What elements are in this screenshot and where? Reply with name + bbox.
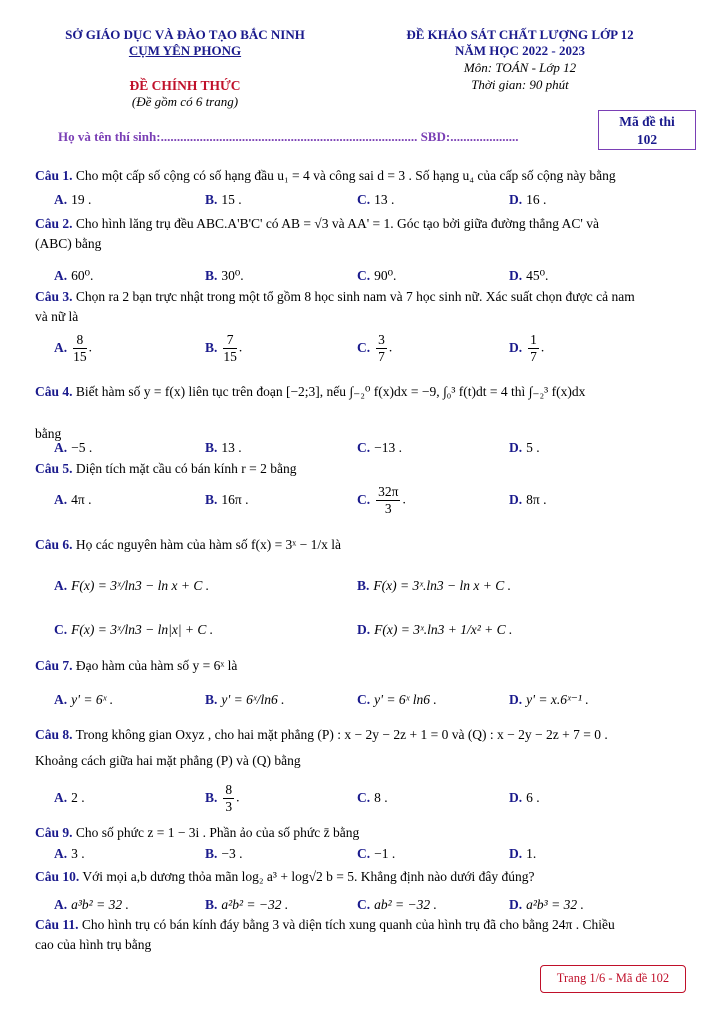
option-c[interactable]: C. −13 .: [357, 440, 402, 455]
option-c[interactable]: C. 8 .: [357, 790, 388, 805]
option-a[interactable]: A. a³b² = 32 .: [54, 897, 129, 912]
option-a[interactable]: A. 2 .: [54, 790, 85, 805]
cluster-name: CỤM YÊN PHONG: [128, 43, 242, 58]
duration: Thời gian: 90 phút: [471, 77, 569, 92]
option-d[interactable]: D. a²b³ = 32 .: [509, 897, 584, 912]
option-b[interactable]: B. F(x) = 3ˣ.ln3 − ln x + C .: [357, 578, 512, 593]
option-a[interactable]: A. 19 .: [54, 192, 92, 207]
option-a[interactable]: A. y' = 6ˣ .: [54, 692, 114, 707]
option-a[interactable]: A. 60⁰.: [54, 268, 94, 283]
option-d[interactable]: D. $\frac{1}{7}$ .: [509, 332, 545, 364]
subject: Môn: TOÁN - Lớp 12: [463, 60, 577, 75]
question-6: Câu 6. Họ các nguyên hàm của hàm số f(x) = 3ˣ − 1/x là: [35, 537, 341, 552]
exam-code-box: [598, 110, 696, 150]
question-2: Câu 2. Cho hình lăng trụ đều ABC.A'B'C' có AB = √3 và AA' = 1. Góc tạo bởi giữa đường thẳng AC' và (ABC) bằng: [35, 216, 599, 251]
option-d[interactable]: D. F(x) = 3ˣ.ln3 + 1/x² + C .: [357, 622, 513, 637]
exam-code-label: Mã đề thi: [619, 114, 675, 129]
option-d[interactable]: D. 6 .: [509, 790, 540, 805]
official-label: ĐỀ CHÍNH THỨC: [129, 78, 241, 93]
option-c[interactable]: C. $\frac{32\pi}{3}$ .: [357, 484, 406, 516]
question-8: Câu 8. Trong không gian Oxyz , cho hai mặt phẳng (P) : x − 2y − 2z + 1 = 0 và (Q) : x − 2y − 2z + 7 = 0 . Khoảng cách giữa hai mặt phẳng (P) và (Q) bằng: [35, 727, 608, 768]
option-d[interactable]: D. 8π .: [509, 492, 547, 507]
option-c[interactable]: C. $\frac{3}{7}$ .: [357, 332, 393, 364]
question-label: Câu 1.: [35, 168, 73, 183]
option-a[interactable]: A. 4π .: [54, 492, 92, 507]
option-c[interactable]: C. F(x) = 3ˣ/ln3 − ln|x| + C .: [54, 622, 214, 637]
option-a[interactable]: A. F(x) = 3ˣ/ln3 − ln x + C .: [54, 578, 210, 593]
question-text: Cho một cấp số cộng có số hạng đầu u₁ = 4 và công sai d = 3 . Số hạng u₄ của cấp số cộng này bằng: [75, 168, 616, 183]
department-name: SỞ GIÁO DỤC VÀ ĐÀO TẠO BẮC NINH: [65, 27, 305, 42]
option-b[interactable]: B. 30⁰.: [205, 268, 244, 283]
option-d[interactable]: D. 5 .: [509, 440, 540, 455]
exam-title: ĐỀ KHẢO SÁT CHẤT LƯỢNG LỚP 12: [406, 27, 634, 42]
pages-note: (Đề gồm có 6 trang): [131, 94, 239, 109]
option-c[interactable]: C. y' = 6ˣ ln6 .: [357, 692, 437, 707]
option-c[interactable]: C. ab² = −32 .: [357, 897, 437, 912]
question-3: Câu 3. Chọn ra 2 bạn trực nhật trong một tổ gồm 8 học sinh nam và 7 học sinh nữ. Xác suất chọn được cả nam và nữ là: [35, 289, 635, 324]
option-d[interactable]: D. 16 .: [509, 192, 547, 207]
option-b[interactable]: B. $\frac{7}{15}$ .: [205, 332, 243, 364]
question-10: Câu 10. Với mọi a,b dương thỏa mãn log₂ a³ + log√2 b = 5. Khẳng định nào dưới đây đúng?: [35, 869, 535, 884]
option-a[interactable]: A. $\frac{8}{15}$ .: [54, 332, 92, 364]
school-year: NĂM HỌC 2022 - 2023: [455, 43, 585, 58]
option-b[interactable]: B. a²b² = −32 .: [205, 897, 289, 912]
option-d[interactable]: D. 1.: [509, 846, 537, 861]
option-c[interactable]: C. −1 .: [357, 846, 396, 861]
option-d[interactable]: D. 45⁰.: [509, 268, 549, 283]
option-b[interactable]: B. 13 .: [205, 440, 242, 455]
option-c[interactable]: C. 13 .: [357, 192, 395, 207]
question-11: Câu 11. Cho hình trụ có bán kính đáy bằng 3 và diện tích xung quanh của hình trụ đã cho bằng 24π . Chiều cao của hình trụ bằng: [35, 917, 615, 952]
question-5: Câu 5. Diện tích mặt cầu có bán kính r = 2 bằng: [35, 461, 297, 476]
option-c[interactable]: C. 90⁰.: [357, 268, 397, 283]
exam-code: 102: [636, 132, 658, 147]
option-b[interactable]: B. 15 .: [205, 192, 242, 207]
question-1: [35, 166, 695, 186]
option-a[interactable]: A. −5 .: [54, 440, 93, 455]
option-b[interactable]: B. $\frac{8}{3}$ .: [205, 782, 240, 814]
option-a[interactable]: A. 3 .: [54, 846, 85, 861]
option-b[interactable]: B. y' = 6ˣ/ln6 .: [205, 692, 285, 707]
question-9: Câu 9. Cho số phức z = 1 − 3i . Phần ảo của số phức z̄ bằng: [35, 825, 360, 840]
student-info-line: Họ và tên thí sinh:............................................................................... SBD:.....................: [58, 129, 519, 144]
option-d[interactable]: D. y' = x.6ˣ⁻¹ .: [509, 692, 589, 707]
question-4: Câu 4. Biết hàm số y = f(x) liên tục trên đoạn [−2;3], nếu ∫₋₂⁰ f(x)dx = −9, ∫₀³ f(t)dt = 4 thì ∫₋₂³ f(x)dx bằng: [35, 384, 586, 441]
page-footer: Trang 1/6 - Mã đề 102: [540, 965, 686, 993]
question-7: Câu 7. Đạo hàm của hàm số y = 6ˣ là: [35, 658, 238, 673]
option-b[interactable]: B. −3 .: [205, 846, 243, 861]
option-b[interactable]: B. 16π .: [205, 492, 249, 507]
